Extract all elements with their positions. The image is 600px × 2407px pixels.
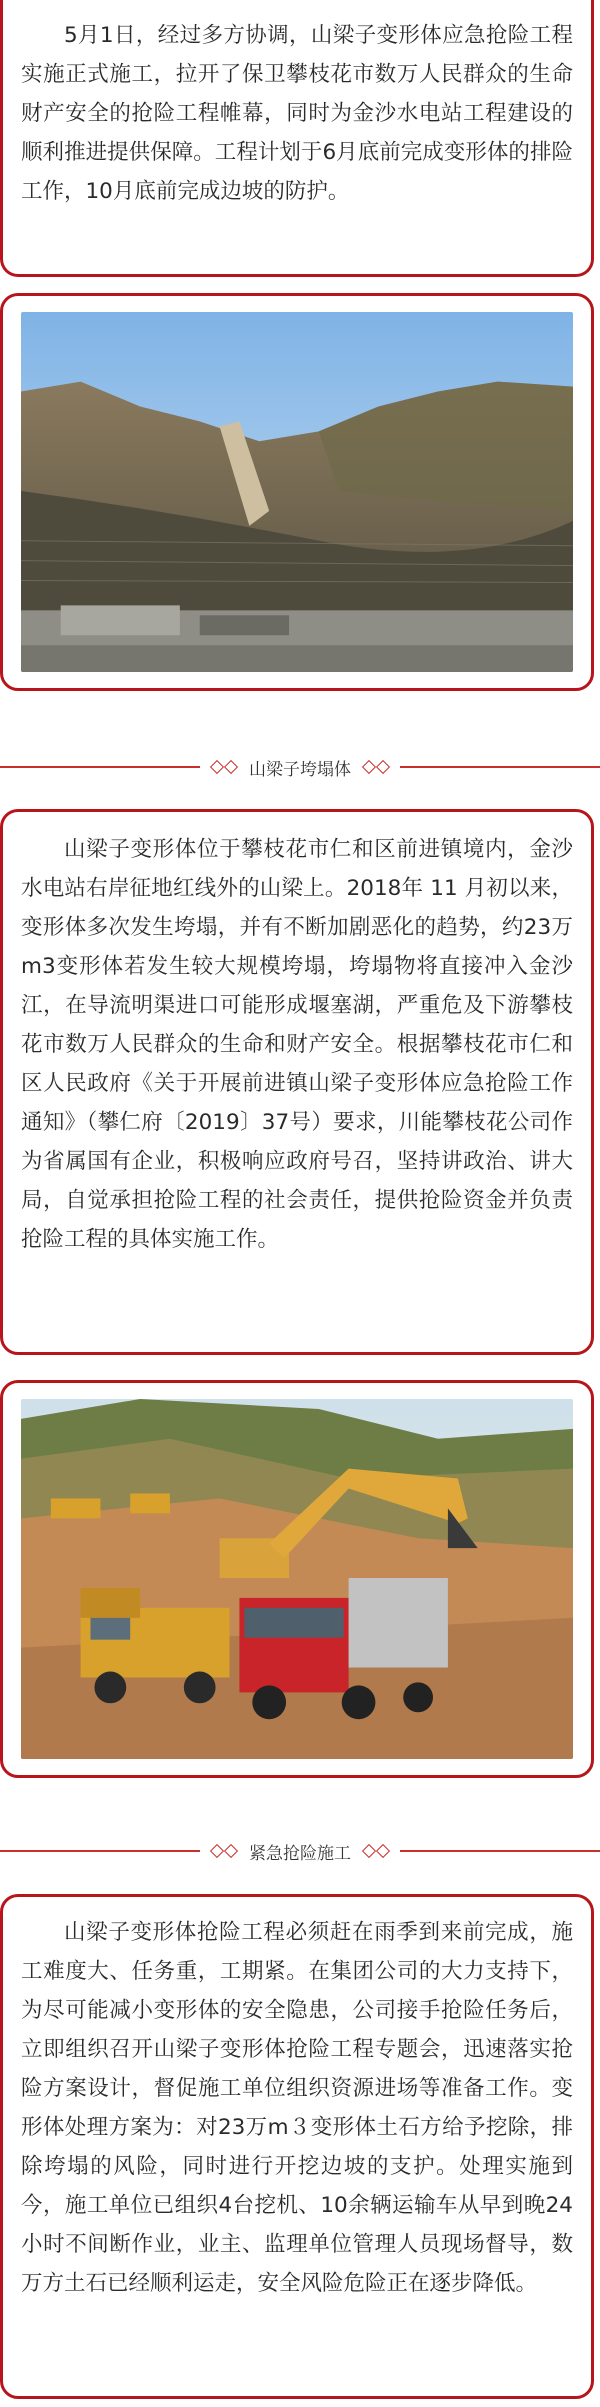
diamond-ornament-icon bbox=[211, 1846, 237, 1856]
diamond-ornament-icon bbox=[363, 1846, 389, 1856]
construction-card bbox=[0, 1894, 594, 2399]
construction-paragraph: 山梁子变形体抢险工程必须赶在雨季到来前完成，施工难度大、任务重，工期紧。在集团公司的大力支持下，为尽可能减小变形体的安全隐患，公司接手抢险任务后，立即组织召开山梁子变形体抢险工程专题会，迅速落实抢险方案设计，督促施工单位组织资源进场等准备工作。变形体处理方案为：对23万m３变形体土石方给予挖除，排除垮塌的风险，同时进行开挖边坡的支护。处理实施到今，施工单位已组织4台挖机、10余辆运输车从早到晚24小时不间断作业，业主、监理单位管理人员现场督导，数万方土石已经顺利运走，安全风险危险正在逐步降低。 bbox=[21, 1920, 573, 2296]
landslide-photo bbox=[21, 312, 573, 672]
divider-line-left bbox=[0, 1850, 200, 1852]
divider-line-left bbox=[0, 766, 200, 768]
construction-photo bbox=[21, 1399, 573, 1759]
background-card bbox=[0, 809, 594, 1355]
intro-paragraph: 5月1日，经过多方协调，山梁子变形体应急抢险工程实施正式施工，拉开了保卫攀枝花市数万人民群众的生命财产安全的抢险工程帷幕，同时为金沙水电站工程建设的顺利推进提供保障。工程计划于6月底前完成变形体的排险工作，10月底前完成边坡的防护。 bbox=[21, 23, 573, 204]
diamond-ornament-icon bbox=[363, 762, 389, 772]
divider-label: 紧急抢险施工 bbox=[249, 1843, 351, 1864]
intro-card bbox=[0, 0, 594, 277]
diamond-ornament-icon bbox=[211, 762, 237, 772]
divider-line-right bbox=[400, 1850, 600, 1852]
background-paragraph: 山梁子变形体位于攀枝花市仁和区前进镇境内，金沙水电站右岸征地红线外的山梁上。2018年 11 月初以来，变形体多次发生垮塌，并有不断加剧恶化的趋势，约23万m3变形体若发生较大规模垮塌，垮塌物将直接冲入金沙江，在导流明渠进口可能形成堰塞湖，严重危及下游攀枝花市数万人民群众的生命和财产安全。根据攀枝花市仁和区人民政府《关于开展前进镇山梁子变形体应急抢险工作通知》（攀仁府〔2019〕37号）要求，川能攀枝花公司作为省属国有企业，积极响应政府号召，坚持讲政治、讲大局，自觉承担抢险工程的社会责任，提供抢险资金并负责抢险工程的具体实施工作。 bbox=[21, 837, 573, 1252]
landslide-photo-card bbox=[0, 293, 594, 691]
construction-photo-card bbox=[0, 1380, 594, 1778]
section-divider-construction bbox=[0, 1836, 600, 1866]
divider-label: 山梁子垮塌体 bbox=[249, 759, 351, 780]
section-divider-collapse bbox=[0, 752, 600, 782]
divider-line-right bbox=[400, 766, 600, 768]
